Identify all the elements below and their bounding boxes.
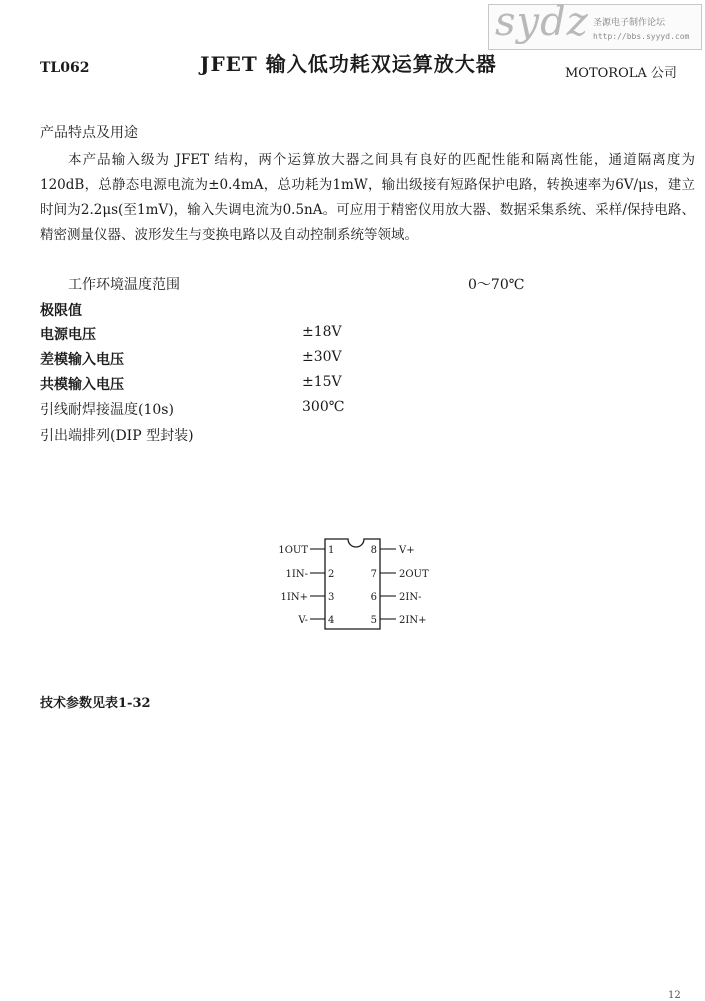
pin-6-number: 6	[370, 592, 377, 603]
pin-4-label: V-	[298, 615, 308, 626]
pin-5-number: 5	[370, 615, 377, 626]
pin-1-label: 1OUT	[278, 545, 308, 556]
dip-pinout-diagram	[270, 535, 450, 635]
pin-4-number: 4	[328, 615, 335, 626]
pin-7-number: 7	[370, 569, 377, 580]
pin-6-label: 2IN-	[399, 592, 422, 603]
watermark-url: http://bbs.syyyd.com	[593, 32, 690, 41]
company-name: MOTOROLA 公司	[565, 66, 677, 81]
pin-3-label: 1IN+	[280, 592, 308, 603]
pin-5-label: 2IN+	[399, 615, 427, 626]
limits-heading: 极限值	[40, 303, 82, 319]
limit-value-supply: ±18V	[302, 324, 342, 340]
limit-label-diff-input: 差模输入电压	[40, 352, 124, 368]
limit-label-supply: 电源电压	[40, 327, 96, 343]
page-title: JFET 输入低功耗双运算放大器	[200, 52, 497, 76]
temp-range-label: 工作环境温度范围	[68, 277, 180, 293]
limit-value-solder: 300℃	[302, 399, 345, 415]
watermark-title: 圣源电子制作论坛	[593, 18, 666, 28]
features-paragraph: 本产品输入级为 JFET 结构，两个运算放大器之间具有良好的匹配性能和隔离性能，通道隔离度为120dB，总静态电源电流为±0.4mA，总功耗为1mW，输出级接有短路保护电路，转换速率为6V/μs，建立时间为2.2μs(至1mV)，输入失调电流为0.5nA。可应用于精密仪用放大器、数据采集系统、采样/保持电路、精密测量仪器、波形发生与变换电路以及自动控制系统等领域。	[40, 152, 695, 243]
limit-label-solder: 引线耐焊接温度(10s)	[40, 402, 174, 418]
pin-8-number: 8	[370, 545, 377, 556]
tech-params-note: 技术参数见表1-32	[40, 696, 151, 711]
limit-value-cm-input: ±15V	[302, 374, 342, 390]
watermark-logo: sydz	[495, 0, 589, 45]
part-number: TL062	[40, 60, 90, 76]
limit-label-cm-input: 共模输入电压	[40, 377, 124, 393]
temp-range-value: 0～70℃	[468, 277, 525, 293]
features-heading: 产品特点及用途	[40, 125, 138, 141]
limit-value-diff-input: ±30V	[302, 349, 342, 365]
pin-2-number: 2	[328, 569, 335, 580]
pin-1-number: 1	[328, 545, 335, 556]
pin-8-label: V+	[399, 545, 415, 556]
watermark	[488, 0, 702, 50]
pin-7-label: 2OUT	[399, 569, 429, 580]
page-number: 12	[668, 990, 681, 1001]
pin-2-label: 1IN-	[285, 569, 308, 580]
pinout-heading: 引出端排列(DIP 型封装)	[40, 428, 194, 444]
pin-3-number: 3	[328, 592, 335, 603]
